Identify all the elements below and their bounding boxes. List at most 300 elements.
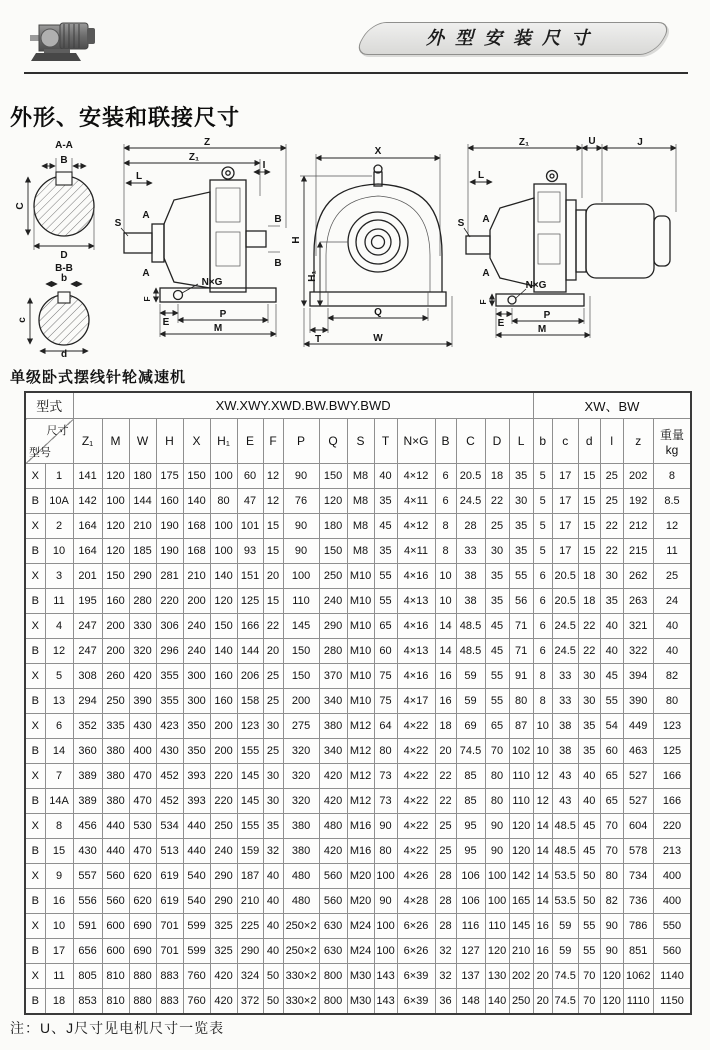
model-cell: 10A: [45, 489, 73, 514]
section-banner: [352, 22, 673, 55]
dim-label-m-motor: M: [537, 324, 547, 335]
value-cell: 480: [319, 814, 347, 839]
value-cell: 45: [578, 839, 600, 864]
value-cell: 220: [156, 589, 183, 614]
page-title: 外形、安装和联接尺寸: [10, 104, 241, 130]
value-cell: 20: [435, 739, 456, 764]
value-cell: 8.5: [653, 489, 691, 514]
value-cell: 90: [374, 889, 397, 914]
value-cell: 74.5: [552, 989, 578, 1015]
value-cell: 22: [435, 789, 456, 814]
value-cell: 40: [263, 914, 283, 939]
value-cell: 10: [435, 564, 456, 589]
column-header: S: [347, 419, 374, 464]
value-cell: 85: [456, 764, 485, 789]
value-cell: 200: [183, 589, 210, 614]
value-cell: 240: [183, 614, 210, 639]
value-cell: 100: [210, 539, 237, 564]
value-cell: 35: [263, 814, 283, 839]
value-cell: 40: [600, 639, 623, 664]
value-cell: 95: [456, 814, 485, 839]
value-cell: M10: [347, 664, 374, 689]
value-cell: 25: [653, 564, 691, 589]
value-cell: 60: [600, 739, 623, 764]
value-cell: 110: [509, 764, 533, 789]
value-cell: 599: [183, 939, 210, 964]
value-cell: 4×13: [397, 589, 435, 614]
value-cell: 120: [102, 514, 129, 539]
value-cell: 330×2: [283, 964, 319, 989]
value-cell: 6×39: [397, 989, 435, 1015]
value-cell: 420: [319, 789, 347, 814]
value-cell: 141: [73, 464, 102, 489]
value-cell: 90: [283, 539, 319, 564]
value-cell: 440: [183, 839, 210, 864]
series-cell: B: [25, 789, 45, 814]
value-cell: 14: [435, 614, 456, 639]
value-cell: 591: [73, 914, 102, 939]
table-row: [25, 464, 691, 489]
dim-label-a-bottom-side: A: [142, 268, 150, 279]
dim-label-d-lower: d: [60, 349, 68, 358]
value-cell: 22: [435, 764, 456, 789]
value-cell: 40: [600, 614, 623, 639]
value-cell: 148: [456, 989, 485, 1015]
value-cell: 166: [237, 614, 263, 639]
diagonal-header-bottom: 型号: [29, 447, 51, 459]
value-cell: 786: [623, 914, 653, 939]
value-cell: 17: [552, 464, 578, 489]
value-cell: 18: [578, 589, 600, 614]
value-cell: 380: [283, 839, 319, 864]
value-cell: 30: [263, 789, 283, 814]
value-cell: M12: [347, 714, 374, 739]
value-cell: 452: [156, 764, 183, 789]
value-cell: 11: [653, 539, 691, 564]
value-cell: 6: [435, 464, 456, 489]
value-cell: 22: [485, 489, 509, 514]
value-cell: 35: [578, 714, 600, 739]
value-cell: 240: [210, 839, 237, 864]
value-cell: 20.5: [552, 589, 578, 614]
value-cell: 296: [156, 639, 183, 664]
series-cell: B: [25, 539, 45, 564]
value-cell: 6: [533, 564, 552, 589]
value-cell: M20: [347, 864, 374, 889]
value-cell: 36: [435, 989, 456, 1015]
value-cell: 1062: [623, 964, 653, 989]
column-header: P: [283, 419, 319, 464]
value-cell: 35: [485, 589, 509, 614]
value-cell: 14: [533, 814, 552, 839]
front-view-drawing: [291, 146, 452, 347]
series-cell: X: [25, 964, 45, 989]
value-cell: 210: [509, 939, 533, 964]
value-cell: 110: [509, 789, 533, 814]
value-cell: 200: [283, 689, 319, 714]
value-cell: 166: [653, 764, 691, 789]
model-cell: 13: [45, 689, 73, 714]
value-cell: 263: [623, 589, 653, 614]
value-cell: 85: [456, 789, 485, 814]
footnote: 注：U、J尺寸见电机尺寸一览表: [10, 1020, 225, 1036]
value-cell: 262: [623, 564, 653, 589]
value-cell: 180: [319, 514, 347, 539]
value-cell: 701: [156, 914, 183, 939]
value-cell: 180: [129, 464, 156, 489]
model-cell: 10: [45, 914, 73, 939]
value-cell: 380: [283, 814, 319, 839]
column-header: c: [552, 419, 578, 464]
model-cell: 3: [45, 564, 73, 589]
value-cell: 55: [600, 689, 623, 714]
value-cell: 734: [623, 864, 653, 889]
value-cell: 75: [374, 664, 397, 689]
value-cell: 160: [156, 489, 183, 514]
value-cell: 200: [102, 614, 129, 639]
value-cell: 160: [210, 664, 237, 689]
value-cell: 321: [623, 614, 653, 639]
value-cell: 150: [283, 664, 319, 689]
value-cell: 380: [102, 789, 129, 814]
value-cell: 883: [156, 989, 183, 1015]
value-cell: 6×26: [397, 914, 435, 939]
value-cell: 600: [102, 939, 129, 964]
table-row: [25, 514, 691, 539]
value-cell: M16: [347, 814, 374, 839]
value-cell: 150: [210, 614, 237, 639]
value-cell: 93: [237, 539, 263, 564]
value-cell: 335: [102, 714, 129, 739]
table-row: [25, 564, 691, 589]
value-cell: M10: [347, 564, 374, 589]
series-cell: B: [25, 639, 45, 664]
value-cell: 74.5: [552, 964, 578, 989]
value-cell: 20: [533, 964, 552, 989]
value-cell: 690: [129, 914, 156, 939]
product-photo: [24, 10, 110, 69]
value-cell: 17: [552, 489, 578, 514]
value-cell: 400: [129, 739, 156, 764]
value-cell: M8: [347, 489, 374, 514]
value-cell: 470: [129, 839, 156, 864]
value-cell: 55: [374, 589, 397, 614]
value-cell: 810: [102, 989, 129, 1015]
value-cell: 18: [578, 564, 600, 589]
value-cell: M30: [347, 989, 374, 1015]
model-cell: 10: [45, 539, 73, 564]
dim-label-c-upper: C: [15, 202, 26, 210]
dim-label-s-motor: S: [457, 218, 465, 229]
value-cell: 74.5: [456, 739, 485, 764]
value-cell: 80: [210, 489, 237, 514]
column-header: L: [509, 419, 533, 464]
value-cell: 8: [533, 664, 552, 689]
column-header: E: [237, 419, 263, 464]
value-cell: 35: [578, 739, 600, 764]
value-cell: 65: [600, 789, 623, 814]
value-cell: 306: [156, 614, 183, 639]
value-cell: 40: [263, 939, 283, 964]
value-cell: 40: [578, 789, 600, 814]
value-cell: 250×2: [283, 914, 319, 939]
table-group-header-row: [25, 392, 691, 419]
value-cell: 4×28: [397, 889, 435, 914]
value-cell: 168: [183, 539, 210, 564]
value-cell: M30: [347, 964, 374, 989]
value-cell: 6: [435, 489, 456, 514]
value-cell: 330: [129, 614, 156, 639]
model-cell: 2: [45, 514, 73, 539]
value-cell: 100: [283, 564, 319, 589]
value-cell: 430: [129, 714, 156, 739]
series-cell: X: [25, 664, 45, 689]
model-cell: 18: [45, 989, 73, 1015]
value-cell: 123: [653, 714, 691, 739]
value-cell: 6: [533, 639, 552, 664]
value-cell: 10: [533, 739, 552, 764]
value-cell: 100: [210, 464, 237, 489]
table-row: [25, 789, 691, 814]
value-cell: 250: [102, 689, 129, 714]
value-cell: 604: [623, 814, 653, 839]
value-cell: 620: [129, 864, 156, 889]
value-cell: 80: [374, 739, 397, 764]
value-cell: 540: [183, 889, 210, 914]
value-cell: 440: [102, 814, 129, 839]
value-cell: 470: [129, 789, 156, 814]
value-cell: 6×26: [397, 939, 435, 964]
value-cell: 247: [73, 639, 102, 664]
value-cell: 75: [374, 689, 397, 714]
value-cell: 55: [485, 689, 509, 714]
value-cell: 420: [319, 839, 347, 864]
value-cell: 82: [600, 889, 623, 914]
value-cell: 71: [509, 639, 533, 664]
value-cell: 4×11: [397, 539, 435, 564]
value-cell: 47: [237, 489, 263, 514]
model-cell: 5: [45, 664, 73, 689]
value-cell: 125: [653, 739, 691, 764]
series-cell: B: [25, 489, 45, 514]
value-cell: 120: [509, 814, 533, 839]
table-column-header-row: [25, 419, 691, 464]
dim-label-f-side: F: [142, 296, 152, 302]
value-cell: 4×17: [397, 689, 435, 714]
value-cell: 1110: [623, 989, 653, 1015]
value-cell: 17: [552, 539, 578, 564]
value-cell: M10: [347, 614, 374, 639]
value-cell: 883: [156, 964, 183, 989]
value-cell: 360: [73, 739, 102, 764]
value-cell: 100: [210, 514, 237, 539]
section-bb-title: B-B: [55, 263, 73, 274]
value-cell: 760: [183, 989, 210, 1015]
value-cell: 449: [623, 714, 653, 739]
value-cell: 120: [600, 989, 623, 1015]
column-header: Q: [319, 419, 347, 464]
group2-header: XW、BW: [533, 392, 691, 419]
value-cell: 101: [237, 514, 263, 539]
dim-label-z: Z: [203, 137, 211, 148]
dim-label-a-bottom-motor: A: [482, 268, 490, 279]
value-cell: 12: [533, 764, 552, 789]
value-cell: 144: [237, 639, 263, 664]
value-cell: 805: [73, 964, 102, 989]
value-cell: 513: [156, 839, 183, 864]
value-cell: 130: [485, 964, 509, 989]
value-cell: 90: [374, 814, 397, 839]
series-cell: X: [25, 464, 45, 489]
value-cell: 150: [102, 564, 129, 589]
value-cell: 144: [129, 489, 156, 514]
value-cell: 16: [435, 689, 456, 714]
value-cell: 70: [578, 989, 600, 1015]
value-cell: 30: [509, 489, 533, 514]
drawings-figure: [12, 136, 702, 363]
value-cell: 560: [319, 864, 347, 889]
value-cell: 10: [435, 589, 456, 614]
table-row: [25, 714, 691, 739]
model-cell: 15: [45, 839, 73, 864]
value-cell: 5: [533, 539, 552, 564]
value-cell: 210: [183, 564, 210, 589]
value-cell: 150: [283, 639, 319, 664]
value-cell: 100: [485, 889, 509, 914]
value-cell: 275: [283, 714, 319, 739]
value-cell: 10: [533, 714, 552, 739]
value-cell: 12: [263, 464, 283, 489]
value-cell: 127: [456, 939, 485, 964]
value-cell: 5: [533, 464, 552, 489]
value-cell: 25: [263, 664, 283, 689]
series-cell: B: [25, 689, 45, 714]
value-cell: 250: [210, 814, 237, 839]
value-cell: 164: [73, 539, 102, 564]
diagonal-header-top: 尺寸: [46, 425, 69, 437]
value-cell: 320: [283, 764, 319, 789]
value-cell: 91: [509, 664, 533, 689]
value-cell: 202: [623, 464, 653, 489]
value-cell: 240: [183, 639, 210, 664]
column-header: Z₁: [73, 419, 102, 464]
value-cell: M24: [347, 939, 374, 964]
value-cell: 55: [578, 939, 600, 964]
value-cell: M8: [347, 464, 374, 489]
column-header: 重量kg: [653, 419, 691, 464]
value-cell: 6: [533, 614, 552, 639]
value-cell: 145: [509, 914, 533, 939]
dim-label-h: H: [291, 236, 302, 244]
column-header: N×G: [397, 419, 435, 464]
value-cell: 247: [73, 614, 102, 639]
value-cell: 290: [129, 564, 156, 589]
motor-view-drawing: [458, 136, 676, 338]
value-cell: 80: [600, 864, 623, 889]
value-cell: 300: [183, 689, 210, 714]
value-cell: 50: [263, 964, 283, 989]
value-cell: 630: [319, 914, 347, 939]
value-cell: 140: [210, 564, 237, 589]
value-cell: 143: [374, 964, 397, 989]
value-cell: 71: [509, 614, 533, 639]
value-cell: 15: [578, 514, 600, 539]
table-row: [25, 664, 691, 689]
table-caption: 单级卧式摆线针轮减速机: [10, 369, 187, 386]
value-cell: 64: [374, 714, 397, 739]
model-cell: 4: [45, 614, 73, 639]
value-cell: 140: [210, 639, 237, 664]
value-cell: 4×16: [397, 664, 435, 689]
value-cell: 225: [237, 914, 263, 939]
value-cell: 145: [283, 614, 319, 639]
table-row: [25, 489, 691, 514]
value-cell: 355: [156, 689, 183, 714]
value-cell: 557: [73, 864, 102, 889]
value-cell: 320: [283, 739, 319, 764]
value-cell: 320: [283, 789, 319, 814]
value-cell: 45: [374, 514, 397, 539]
value-cell: 294: [73, 689, 102, 714]
value-cell: 116: [456, 914, 485, 939]
value-cell: 560: [102, 864, 129, 889]
value-cell: 456: [73, 814, 102, 839]
value-cell: 220: [210, 789, 237, 814]
value-cell: 48.5: [456, 614, 485, 639]
value-cell: 35: [509, 514, 533, 539]
model-cell: 11: [45, 589, 73, 614]
value-cell: 4×12: [397, 514, 435, 539]
value-cell: 28: [435, 914, 456, 939]
value-cell: 25: [435, 814, 456, 839]
value-cell: 556: [73, 889, 102, 914]
value-cell: 800: [319, 989, 347, 1015]
value-cell: 125: [237, 589, 263, 614]
value-cell: M12: [347, 789, 374, 814]
value-cell: 16: [435, 664, 456, 689]
value-cell: 4×22: [397, 789, 435, 814]
dim-label-b1-side: B: [274, 214, 282, 225]
dim-label-d-upper: D: [60, 250, 68, 261]
value-cell: M8: [347, 514, 374, 539]
value-cell: 619: [156, 864, 183, 889]
value-cell: 40: [263, 889, 283, 914]
model-cell: 8: [45, 814, 73, 839]
value-cell: 120: [210, 589, 237, 614]
dim-label-l-motor: L: [477, 170, 485, 181]
value-cell: 470: [129, 764, 156, 789]
value-cell: 33: [456, 539, 485, 564]
value-cell: 463: [623, 739, 653, 764]
dim-label-p-side: P: [219, 309, 227, 320]
column-header: H₁: [210, 419, 237, 464]
value-cell: 15: [263, 589, 283, 614]
value-cell: 35: [509, 539, 533, 564]
value-cell: 150: [319, 539, 347, 564]
value-cell: 260: [102, 664, 129, 689]
value-cell: 30: [485, 539, 509, 564]
value-cell: 59: [456, 664, 485, 689]
value-cell: 100: [374, 939, 397, 964]
value-cell: 280: [129, 589, 156, 614]
value-cell: 810: [102, 964, 129, 989]
value-cell: M24: [347, 914, 374, 939]
value-cell: 160: [210, 689, 237, 714]
dim-label-a-top-side: A: [142, 210, 150, 221]
value-cell: 560: [102, 889, 129, 914]
value-cell: 60: [237, 464, 263, 489]
value-cell: 534: [156, 814, 183, 839]
